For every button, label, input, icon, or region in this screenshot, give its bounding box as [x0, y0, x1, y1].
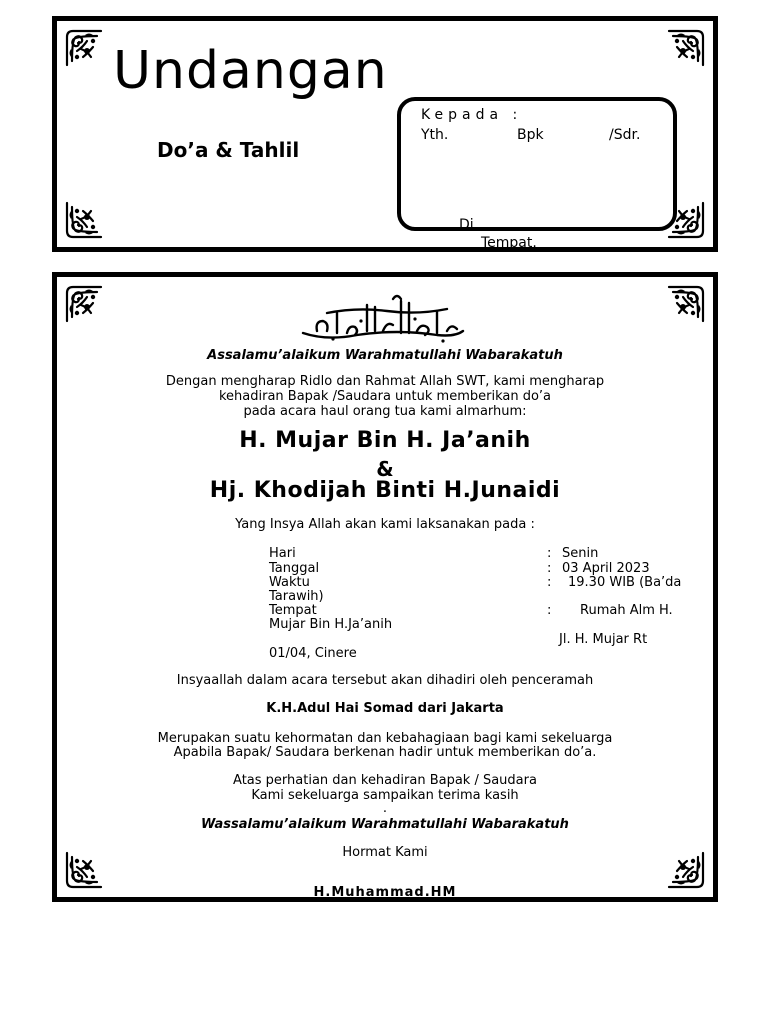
regards: Hormat Kami — [342, 845, 428, 860]
schedule-intro: Yang Insya Allah akan kami laksanakan pada : — [235, 517, 535, 532]
intro-line: kehadiran Bapak /Saudara untuk memberikan do’a — [218, 389, 552, 404]
deceased-name-1: H. Mujar Bin H. Ja’anih — [239, 428, 531, 453]
envelope-card — [52, 16, 718, 252]
invitation-title: Undangan — [113, 41, 388, 101]
address-kepada: Kepada : — [421, 107, 523, 123]
corner-ornament-icon — [63, 199, 105, 241]
detail-value-alamat-cont: 01/04, Cinere — [269, 646, 357, 661]
thanks-line: Atas perhatian dan kehadiran Bapak / Saudara — [233, 773, 537, 788]
thanks-line: Kami sekeluarga sampaikan terima kasih — [251, 788, 519, 803]
corner-ornament-icon — [665, 27, 707, 69]
detail-value-waktu: 19.30 WIB (Ba’da — [568, 575, 682, 590]
closing-greeting: Wassalamu’alaikum Warahmatullahi Wabarakatuh — [201, 817, 569, 832]
detail-label-tempat: Tempat — [269, 603, 317, 618]
detail-label-waktu: Waktu — [269, 575, 310, 590]
detail-label-tanggal: Tanggal — [269, 561, 320, 576]
detail-colon: : — [547, 575, 552, 590]
greeting: Assalamu’alaikum Warahmatullahi Wabarakatuh — [207, 348, 563, 363]
address-sdr: /Sdr. — [609, 127, 641, 143]
detail-label-hari: Hari — [269, 546, 296, 561]
intro-line: Dengan mengharap Ridlo dan Rahmat Allah SWT, kami mengharap — [165, 374, 605, 389]
honor-line: Merupakan suatu kehormatan dan kebahagiaan bagi kami sekeluarga — [157, 731, 613, 746]
dot: . — [382, 801, 388, 816]
address-di: Di — [459, 217, 474, 233]
detail-colon: : — [547, 603, 552, 618]
honor-line: Apabila Bapak/ Saudara berkenan hadir untuk memberikan do’a. — [173, 745, 597, 760]
detail-value-tempat: Rumah Alm H. — [580, 603, 673, 618]
detail-value-waktu-cont: Tarawih) — [269, 589, 324, 604]
intro-line: pada acara haul orang tua kami almarhum: — [243, 404, 527, 419]
corner-ornament-icon — [63, 283, 105, 325]
address-bpk: Bpk — [517, 127, 544, 143]
invitation-subtitle: Do’a & Tahlil — [157, 138, 300, 162]
bismillah-calligraphy-icon — [297, 291, 469, 345]
ampersand: & — [376, 457, 394, 481]
detail-value-tanggal: 03 April 2023 — [562, 561, 650, 576]
deceased-name-2: Hj. Khodijah Binti H.Junaidi — [209, 478, 561, 503]
address-tempat: Tempat. — [481, 235, 537, 251]
speaker-intro: Insyaallah dalam acara tersebut akan dihadiri oleh penceramah — [176, 673, 594, 688]
speaker-name: K.H.Adul Hai Somad dari Jakarta — [266, 701, 504, 716]
invitation-card — [52, 272, 718, 902]
detail-colon: : — [547, 546, 552, 561]
corner-ornament-icon — [63, 27, 105, 69]
corner-ornament-icon — [665, 283, 707, 325]
detail-value-alamat: Jl. H. Mujar Rt — [559, 632, 648, 647]
address-yth: Yth. — [421, 127, 449, 143]
detail-colon: : — [547, 561, 552, 576]
signature-name: H.Muhammad.HM — [313, 885, 457, 900]
detail-value-tempat-cont: Mujar Bin H.Ja’anih — [269, 617, 393, 632]
detail-value-hari: Senin — [562, 546, 599, 561]
